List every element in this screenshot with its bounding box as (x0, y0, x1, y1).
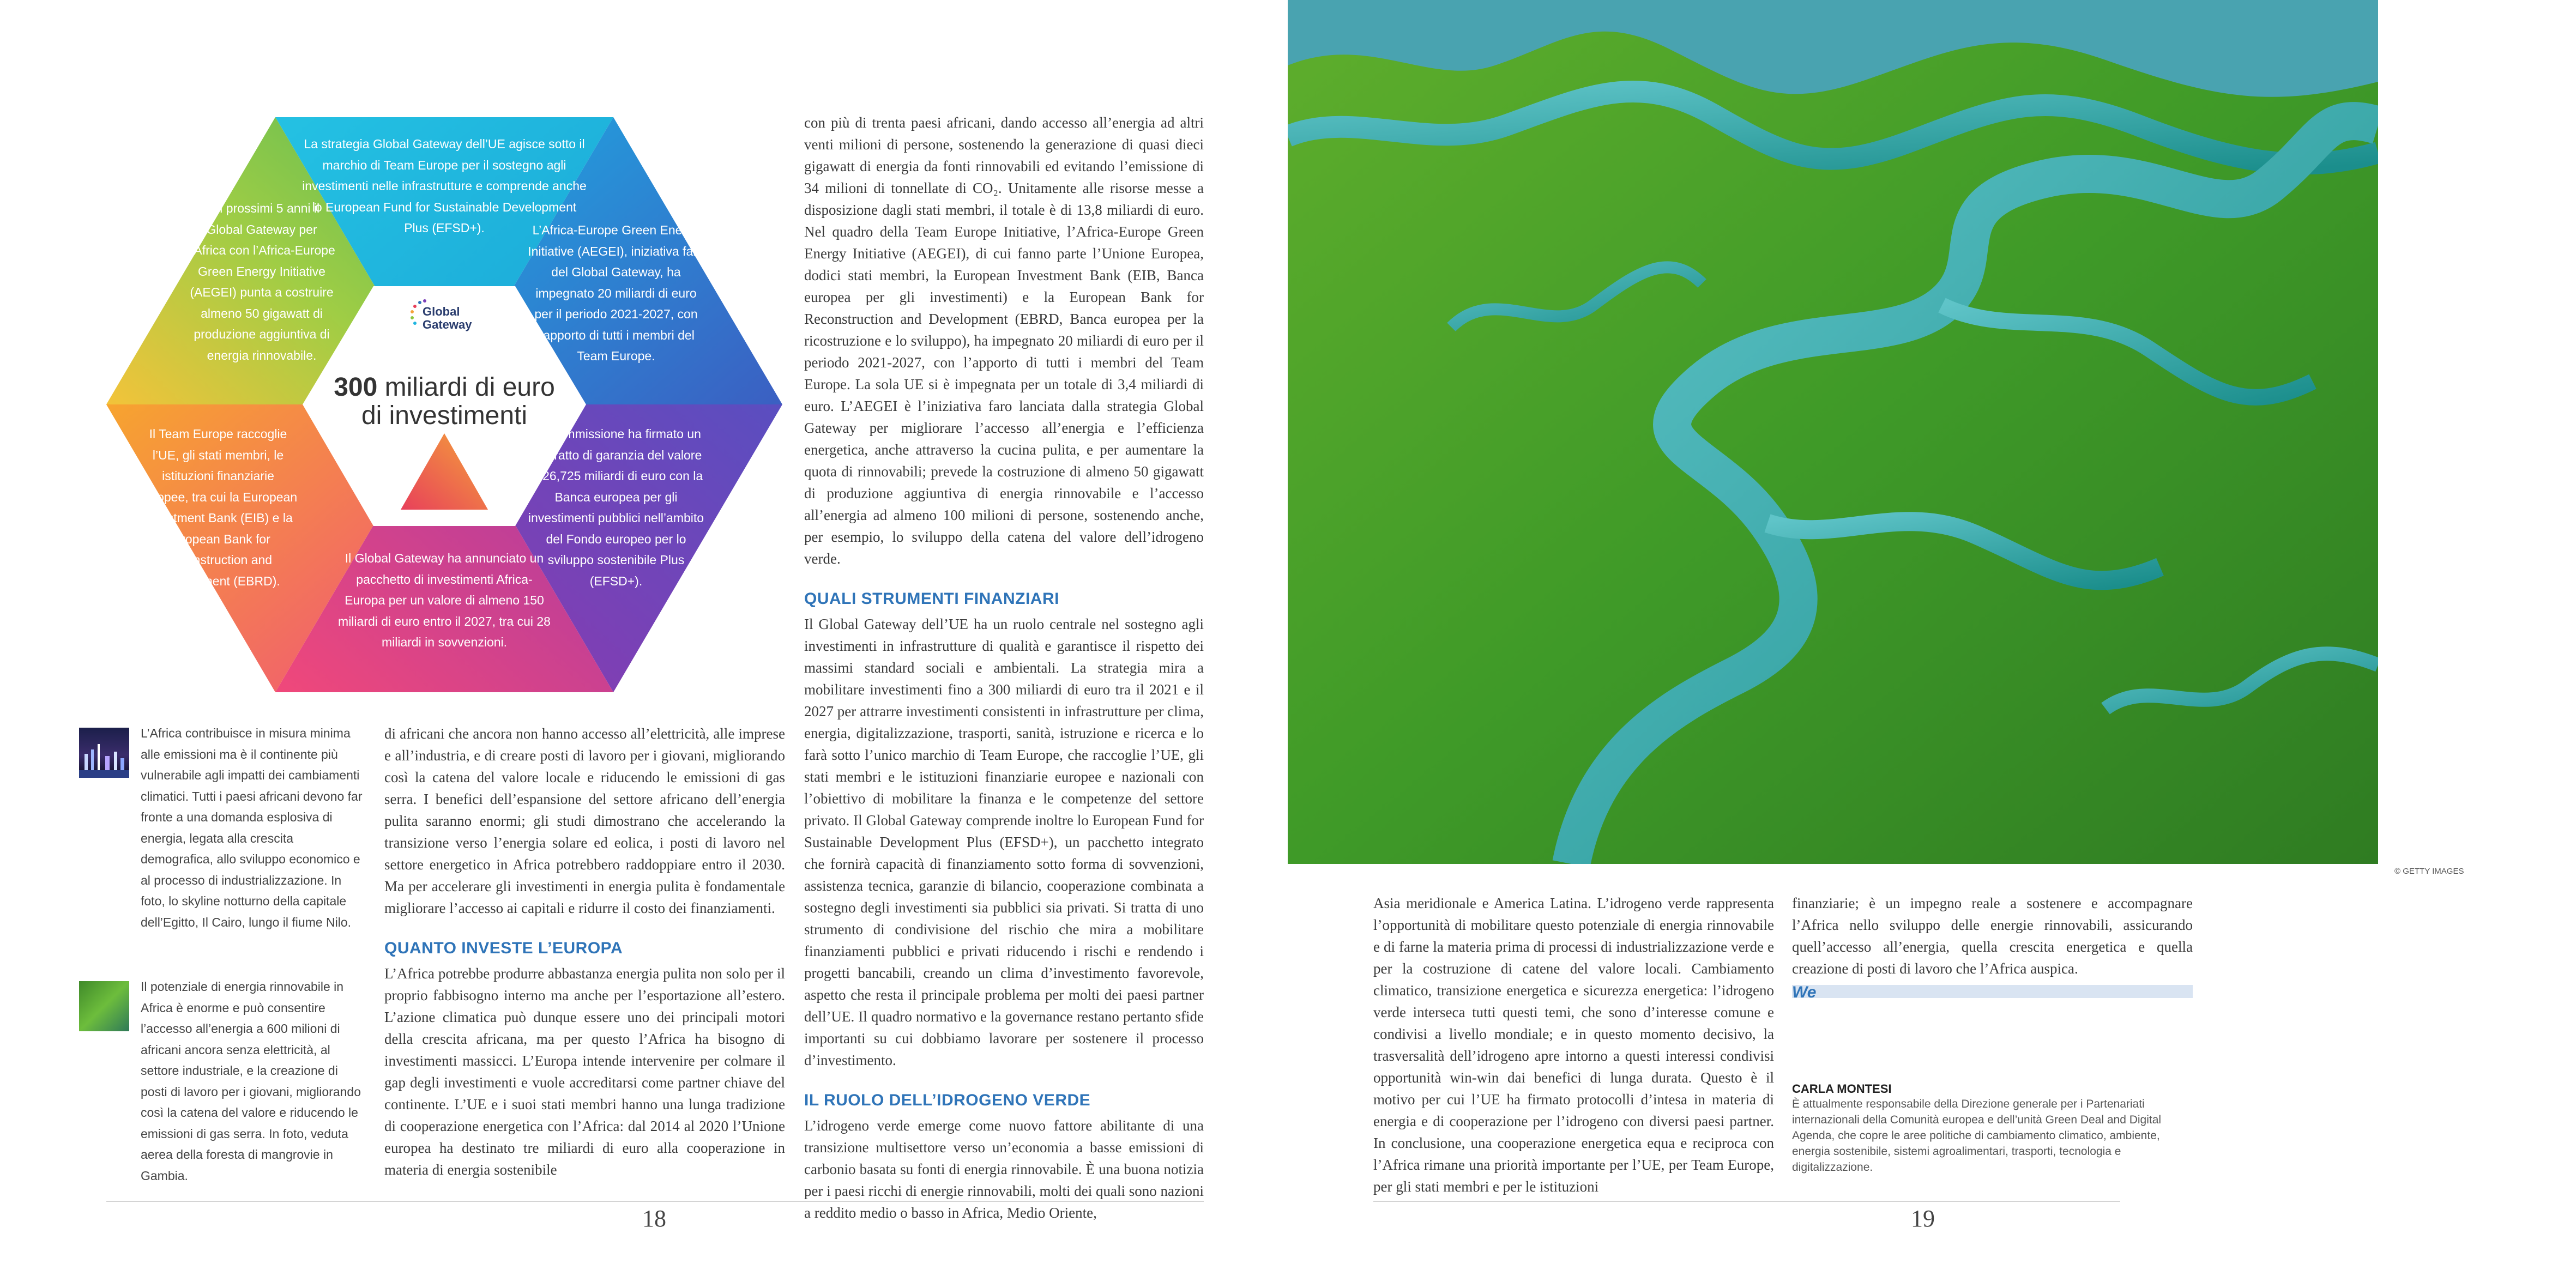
city-lights-icon (79, 728, 129, 778)
amount-number: 300 (334, 373, 378, 402)
logo-line1: Global (423, 305, 460, 318)
article-column-3 (1373, 892, 1774, 1198)
we-logo-bar (1792, 983, 2193, 1001)
author-bio (1792, 1082, 2193, 1175)
footer-rule-right (1373, 1201, 2120, 1202)
heading-idrogeno-verde: IL RUOLO DELL’IDROGENO VERDE (804, 1091, 1091, 1109)
mangrove-thumbnail (79, 981, 129, 1031)
cairo-skyline-thumbnail (79, 728, 129, 778)
footer-rule-left (106, 1201, 1204, 1202)
col3-paragraph-1: Asia meridionale e America Latina. L’idrogeno verde rappresenta l’opportunità di mobilitare questo potenziale di energia rinnovabile e di farne la materia prima di processi di industrializzazione verde e per la costruzione di catene del valore locali. Cambiamento climatico, transizione energetica e sicurezza energetica: l’idrogeno verde interseca tutti questi temi, che sono d’interesse comune e condivisi a livello mondiale; e in questo momento decisivo, la trasversalità dell’idrogeno apre intorno a questi interessi condivisi opportunità win-win dai benefici di lunga durata. Questo è il motivo per cui l’UE ha firmato protocolli d’intesa in materia di energia e di cooperazione per l’idrogeno con diversi paesi partner. In conclusione, una cooperazione energetica equa e reciproca con l’Africa rimane una priorità importante per l’UE, per Team Europe, per gli stati membri e per le istituzioni (1373, 895, 1774, 1195)
author-bio-text: È attualmente responsabile della Direzione generale per i Partenariati internazionali della Comunità europea e dell’unità Green Deal and Digital Agenda, che copre le aree politiche di cambiamento climatico, ambiente, energia sostenibile, sistemi agroalimentari, trasporti, tecnologia e digitalizzazione. (1792, 1098, 2162, 1174)
mangrove-river-image (1288, 0, 2378, 864)
segment-top-right-text: L’Africa-Europe Green Energy Initiative (AEGEI), iniziativa faro del Global Gateway, ha impegnato 20 miliardi di euro per il periodo 2021-2027, con l’apporto di tutti i membri del Team Europe. (528, 223, 704, 363)
center-amount (313, 373, 575, 430)
caption-cairo: L’Africa contribuisce in misura minima alle emissioni ma è il continente più vulnerabile agli impatti dei cambiamenti climatici. Tutti i paesi africani devono far fronte a una domanda esplosiva di energia, legata alla crescita demografica, allo sviluppo economico e al processo di industrializzazione. In foto, lo skyline notturno della capitale dell’Egitto, Il Cairo, lungo il fiume Nilo. (141, 726, 363, 929)
col2-paragraph-3: L’idrogeno verde emerge come nuovo fattore abilitante di una transizione multisettore verso un’economia a basse emissioni di carbonio basata su fonti di energia rinnovabile. È una buona notizia per i paesi ricchi di energie rinnovabili, molti dei quali sono nazioni a reddito medio o basso in Africa, Medio Oriente, (804, 1117, 1204, 1221)
segment-bottom-left-text: Il Team Europe raccoglie l’UE, gli stati membri, le istituzioni finanziarie europee, tra cui la European Investment Bank (EIB) e la European Bank for Reconstruction and Development (EBRD). (138, 427, 298, 588)
article-column-1 (384, 723, 785, 1181)
segment-bottom-text: Il Global Gateway ha annunciato un pacchetto di investimenti Africa-Europa per un valore di almeno 150 miliardi di euro entro il 2027, tra cui 28 miliardi in sovvenzioni. (338, 551, 551, 649)
heading-quanto-investe: QUANTO INVESTE L’EUROPA (384, 939, 623, 957)
segment-top-text: La strategia Global Gateway dell’UE agisce sotto il marchio di Team Europe per il sostegno agli investimenti nelle infrastrutture e comprende anche lo European Fund for Sustainable Development Plus (EFSD+). (302, 137, 587, 235)
heading-strumenti-finanziari: QUALI STRUMENTI FINANZIARI (804, 590, 1059, 608)
col1-paragraph-1: di africani che ancora non hanno accesso all’elettricità, alle imprese e all’industria, e di creare posti di lavoro per i giovani, migliorando così la catena del valore locale e riducendo le emissioni di gas serra. I benefici dell’espansione del settore africano dell’energia pulita saranno enormi; gli studi dimostrano che accelerando la transizione verso l’energia solare ed eolica, i posti di lavoro nel settore energetico in Africa potrebbero raddoppiare entro il 2030. Ma per accelerare gli investimenti in energia pulita è fondamentale migliorare l’accesso ai capitali e ridurre il costo dei finanziamenti. (384, 725, 785, 916)
segment-bottom-right-text: La Commissione ha firmato un contratto di garanzia del valore di 26,725 miliardi di euro con la Banca europea per gli investimenti pubblici nell’ambito del Fondo europeo per lo sviluppo sostenibile Plus (EFSD+). (528, 427, 704, 588)
photo-credit: © GETTY IMAGES (2394, 867, 2464, 876)
global-gateway-logo (423, 305, 472, 331)
caption-mangrove: Il potenziale di energia rinnovabile in Africa è enorme e può consentire l’accesso all’energia a 600 milioni di africani ancora senza elettricità, al settore industriale, e la creazione di posti di lavoro per i giovani, migliorando così la catena del valore e riducendo le emissioni di gas serra. In foto, veduta aerea della foresta di mangrovie in Gambia. (141, 979, 361, 1183)
author-name: CARLA MONTESI (1792, 1082, 1892, 1096)
col2-paragraph-1: con più di trenta paesi africani, dando accesso all’energia ad altri venti milioni di persone, sostenendo la generazione di quasi dieci gigawatt di energia da fonti rinnovabili ed evitando l’emissione di 34 milioni di tonnellate di CO₂. Unitamente alle risorse messe a disposizione dagli stati membri, il totale è di 13,8 miliardi di euro. Nel quadro della Team Europe Initiative, l’Africa-Europe Green Energy Initiative (AEGEI), di cui fanno parte l’Unione Europea, dodici stati membri, la European Investment Bank (EIB, Banca europea per gli investimenti) e la European Bank for Reconstruction and Development (EBRD, Banca europea per la ricostruzione e lo sviluppo), ha impegnato 20 miliardi di euro per il periodo 2021-2027, con l’apporto di tutti i membri del Team Europe. La sola UE si è impegnata per un totale di 3,4 miliardi di euro. L’AEGEI è l’iniziativa faro lanciata dalla strategia Global Gateway per migliorare l’accesso all’energia e l’efficienza energetica, anche attraverso la cucina pulita, e per aumentare la quota di rinnovabili; prevede la costruzione di almeno 50 gigawatt di produzione aggiuntiva di energia rinnovabile e l’accesso all’energia ad almeno 100 milioni di persone, sostenendo anche, per esempio, lo sviluppo della catena del valore dell’idrogeno verde. (804, 114, 1204, 567)
segment-top-left-text: Nei prossimi 5 anni il Global Gateway per l’Africa con l’Africa-Europe Green Energy Initiative (AEGEI) punta a costruire almeno 50 gigawatt di produzione aggiuntiva di energia rinnovabile. (188, 201, 335, 362)
amount-line2: di investimenti (361, 401, 528, 430)
we-logo: We (1792, 983, 1817, 1001)
page-number-right: 19 (1911, 1205, 1935, 1232)
logo-line2: Gateway (423, 318, 472, 331)
article-column-2 (804, 112, 1204, 1224)
page-number-left: 18 (642, 1205, 666, 1232)
amount-unit: miliardi di euro (384, 373, 555, 402)
col4-paragraph-1: finanziarie; è un impegno reale a sostenere e accompagnare l’Africa nello sviluppo delle energie rinnovabili, assicurando quell’accesso all’energia, quella crescita energetica e quella creazione di posti di lavoro che l’Africa auspica. (1792, 895, 2193, 977)
col1-paragraph-2: L’Africa potrebbe produrre abbastanza energia pulita non solo per il proprio fabbisogno interno ma anche per l’esportazione all’estero. L’azione climatica può dunque essere uno dei principali motori della crescita africana, ma per questo l’Africa ha bisogno di investimenti massicci. L’Europa intende intervenire per colmare il gap degli investimenti e vuole accreditarsi come partner chiave del continente. L’UE e i suoi stati membri hanno una lunga tradizione di cooperazione energetica con l’Africa: dal 2014 al 2020 l’Unione europea ha destinato tre miliardi di euro alla cooperazione in materia di energia sostenibile (384, 965, 785, 1178)
col2-paragraph-2: Il Global Gateway dell’UE ha un ruolo centrale nel sostegno agli investimenti in infrastrutture di qualità e garantisce il rispetto dei massimi standard sociali e ambientali. La strategia mira a mobilitare investimenti fino a 300 miliardi di euro tra il 2021 e il 2027 per attrarre investimenti consistenti in infrastrutture per clima, energia, digitalizzazione, trasporti, sanità, istruzione e ricerca e lo farà sotto l’unico marchio di Team Europe, che raccoglie l’UE, gli stati membri e le istituzioni finanziarie europee e nazionali con l’obiettivo di mobilitare la finanza e le competenze del settore privato. Il Global Gateway comprende inoltre lo European Fund for Sustainable Development Plus (EFSD+), un pacchetto integrato che fornirà capacità di finanziamento sotto forma di sovvenzioni, assistenza tecnica, garanzie di bilancio, cooperazione combinata a sostegno degli investimenti sia pubblici sia privati. Si tratta di uno strumento di condivisione del rischio che mira a mobilitare finanziamenti pubblici e privati riducendo i rischi e rendendo i progetti bancabili, creando un clima d’investimento favorevole, aspetto che resta il principale problema per molti dei paesi partner dell’UE. Il quadro normativo e la governance restano pertanto sfide importanti su cui dobbiamo lavorare per sostenere il processo d’investimento. (804, 616, 1204, 1068)
mangrove-aerial-photo (1288, 0, 2378, 864)
article-column-4 (1792, 892, 2193, 1001)
global-gateway-infographic (106, 112, 782, 698)
right-page (1288, 0, 2576, 1288)
